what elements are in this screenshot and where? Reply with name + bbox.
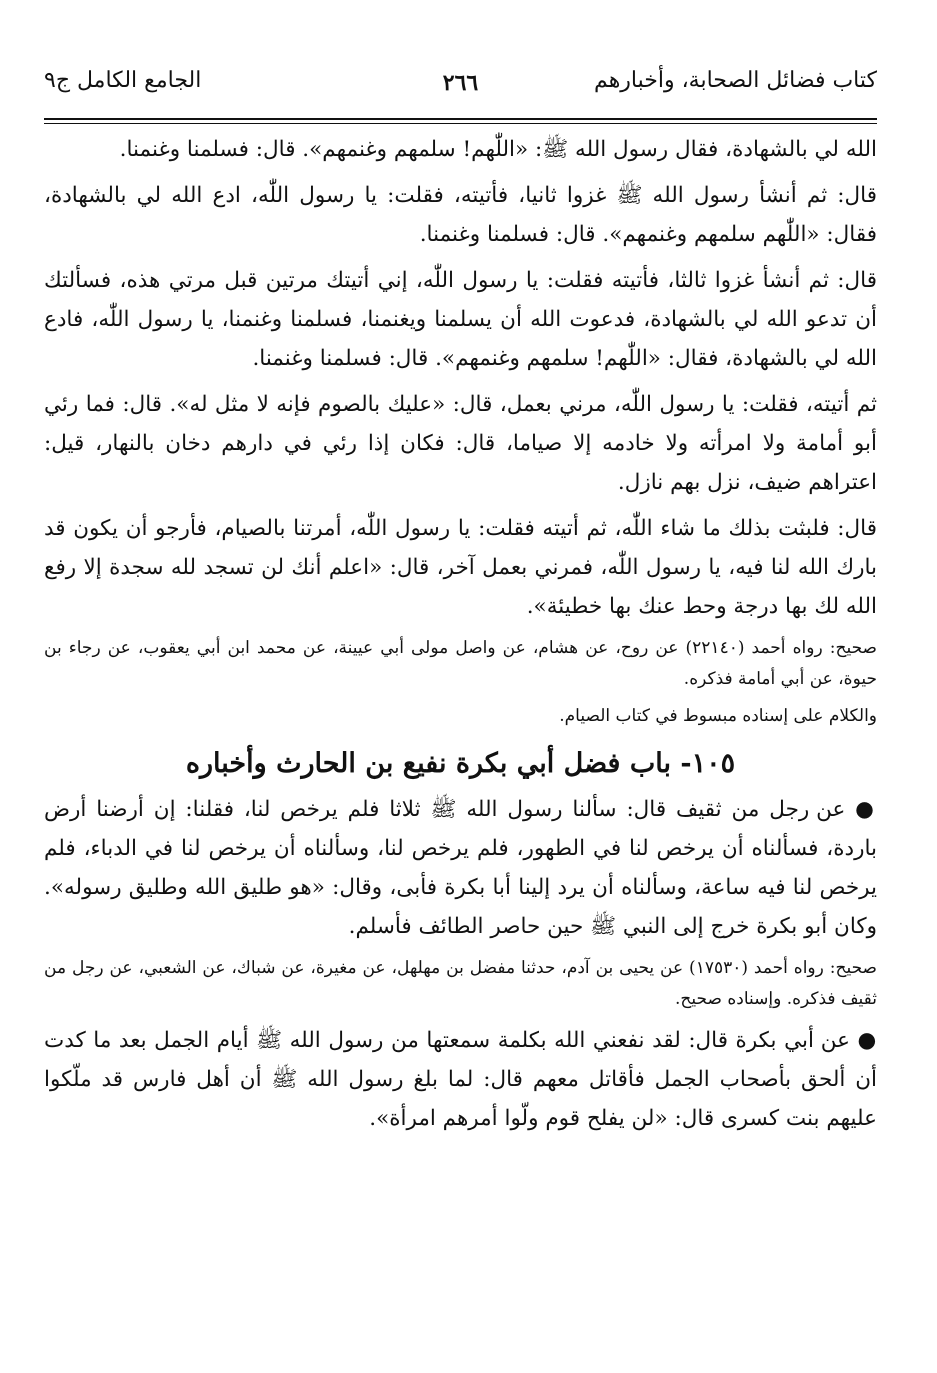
hadith-text: عن أبي بكرة قال: لقد نفعني الله بكلمة سمعتها من رسول الله ﷺ أيام الجمل بعد ما كدت أن ألحق بأصحاب الجمل فأقاتل معهم قال: لما بلغ رسول الله ﷺ أن أهل فارس قد ملّكوا عليهم بنت كسرى قال: «لن يفلح قوم ولّوا أمرهم امرأة». — [44, 1028, 877, 1131]
body-paragraph: قال: ثم أنشأ غزوا ثالثا، فأتيته فقلت: يا رسول اللّٰه، إني أتيتك مرتين قبل مرتي هذه، فسألتك أن تدعو الله لي بالشهادة، فدعوت الله أن يسلمنا ويغنمنا، فسلمنا وغنمنا، يا رسول اللّٰه، فادع الله لي بالشهادة، فقال: «اللّٰهم! سلمهم وغنمهم». قال: فسلمنا وغنمنا. — [44, 268, 877, 371]
page-body — [44, 130, 877, 1145]
body-paragraph: ثم أتيته، فقلت: يا رسول اللّٰه، مرني بعمل، قال: «عليك بالصوم فإنه لا مثل له». قال: فما رئي أبو أمامة ولا امرأته ولا خادمه إلا صياما، قال: فكان إذا رئي في دارهم دخان بالنهار، قيل: اعتراهم ضيف، نزل بهم نازل. — [44, 392, 877, 495]
hadith-reference: صحيح: رواه أحمد (١٧٥٣٠) عن يحيى بن آدم، حدثنا مفضل بن مهلهل، عن مغيرة، عن شباك، عن الشعبي، عن رجل من ثقيف فذكره. وإسناده صحيح. — [44, 958, 877, 1009]
bullet-dot-icon: ● — [857, 1028, 877, 1053]
hadith-reference: صحيح: رواه أحمد (٢٢١٤٠) عن روح، عن هشام، عن واصل مولى أبي عيينة، عن محمد ابن أبي يعقوب، عن رجاء بن حيوة، عن أبي أمامة فذكره. — [44, 638, 877, 689]
page-number: ٢٦٦ — [442, 70, 479, 96]
chapter-running-title: كتاب فضائل الصحابة، وأخبارهم — [594, 68, 877, 93]
hadith-paragraph — [44, 1021, 877, 1138]
body-paragraph: قال: فلبثت بذلك ما شاء اللّٰه، ثم أتيته فقلت: يا رسول اللّٰه، أمرتنا بالصيام، فأرجو أن يكون قد بارك الله لنا فيه، يا رسول اللّٰه، فمرني بعمل آخر، قال: «اعلم أنك لن تسجد لله سجدة إلا رفع الله لك بها درجة وحط عنك بها خطيئة». — [44, 516, 877, 619]
body-paragraph: الله لي بالشهادة، فقال رسول الله ﷺ: «اللّٰهم! سلمهم وغنمهم». قال: فسلمنا وغنمنا. — [119, 137, 877, 162]
book-running-title: الجامع الكامل ج٩ — [44, 68, 202, 93]
header-rule — [44, 118, 877, 120]
hadith-paragraph — [44, 790, 877, 946]
body-paragraph: قال: ثم أنشأ رسول الله ﷺ غزوا ثانيا، فأتيته، فقلت: يا رسول اللّٰه، ادع الله لي بالشهادة، فقال: «اللّٰهم سلمهم وغنمهم». قال: فسلمنا وغنمنا. — [44, 183, 877, 247]
header-rule-thin — [44, 123, 877, 124]
section-title: ١٠٥- باب فضل أبي بكرة نفيع بن الحارث وأخباره — [185, 748, 736, 779]
hadith-reference-note: والكلام على إسناده مبسوط في كتاب الصيام. — [559, 706, 877, 726]
hadith-text: عن رجل من ثقيف قال: سألنا رسول الله ﷺ ثلاثا فلم يرخص لنا، فقلنا: إن أرضنا أرض باردة، فسألناه أن يرخص لنا في الطهور، فلم يرخص لنا، وسألناه أن يرخص لنا في الدباء، فلم يرخص لنا فيه ساعة، وسألناه أن يرد إلينا أبا بكرة فأبى، وقال: «هو طليق الله وطليق رسوله». وكان أبو بكرة خرج إلى النبي ﷺ حين حاصر الطائف فأسلم. — [44, 797, 877, 939]
page-header — [44, 62, 877, 112]
bullet-dot-icon: ● — [855, 797, 877, 822]
